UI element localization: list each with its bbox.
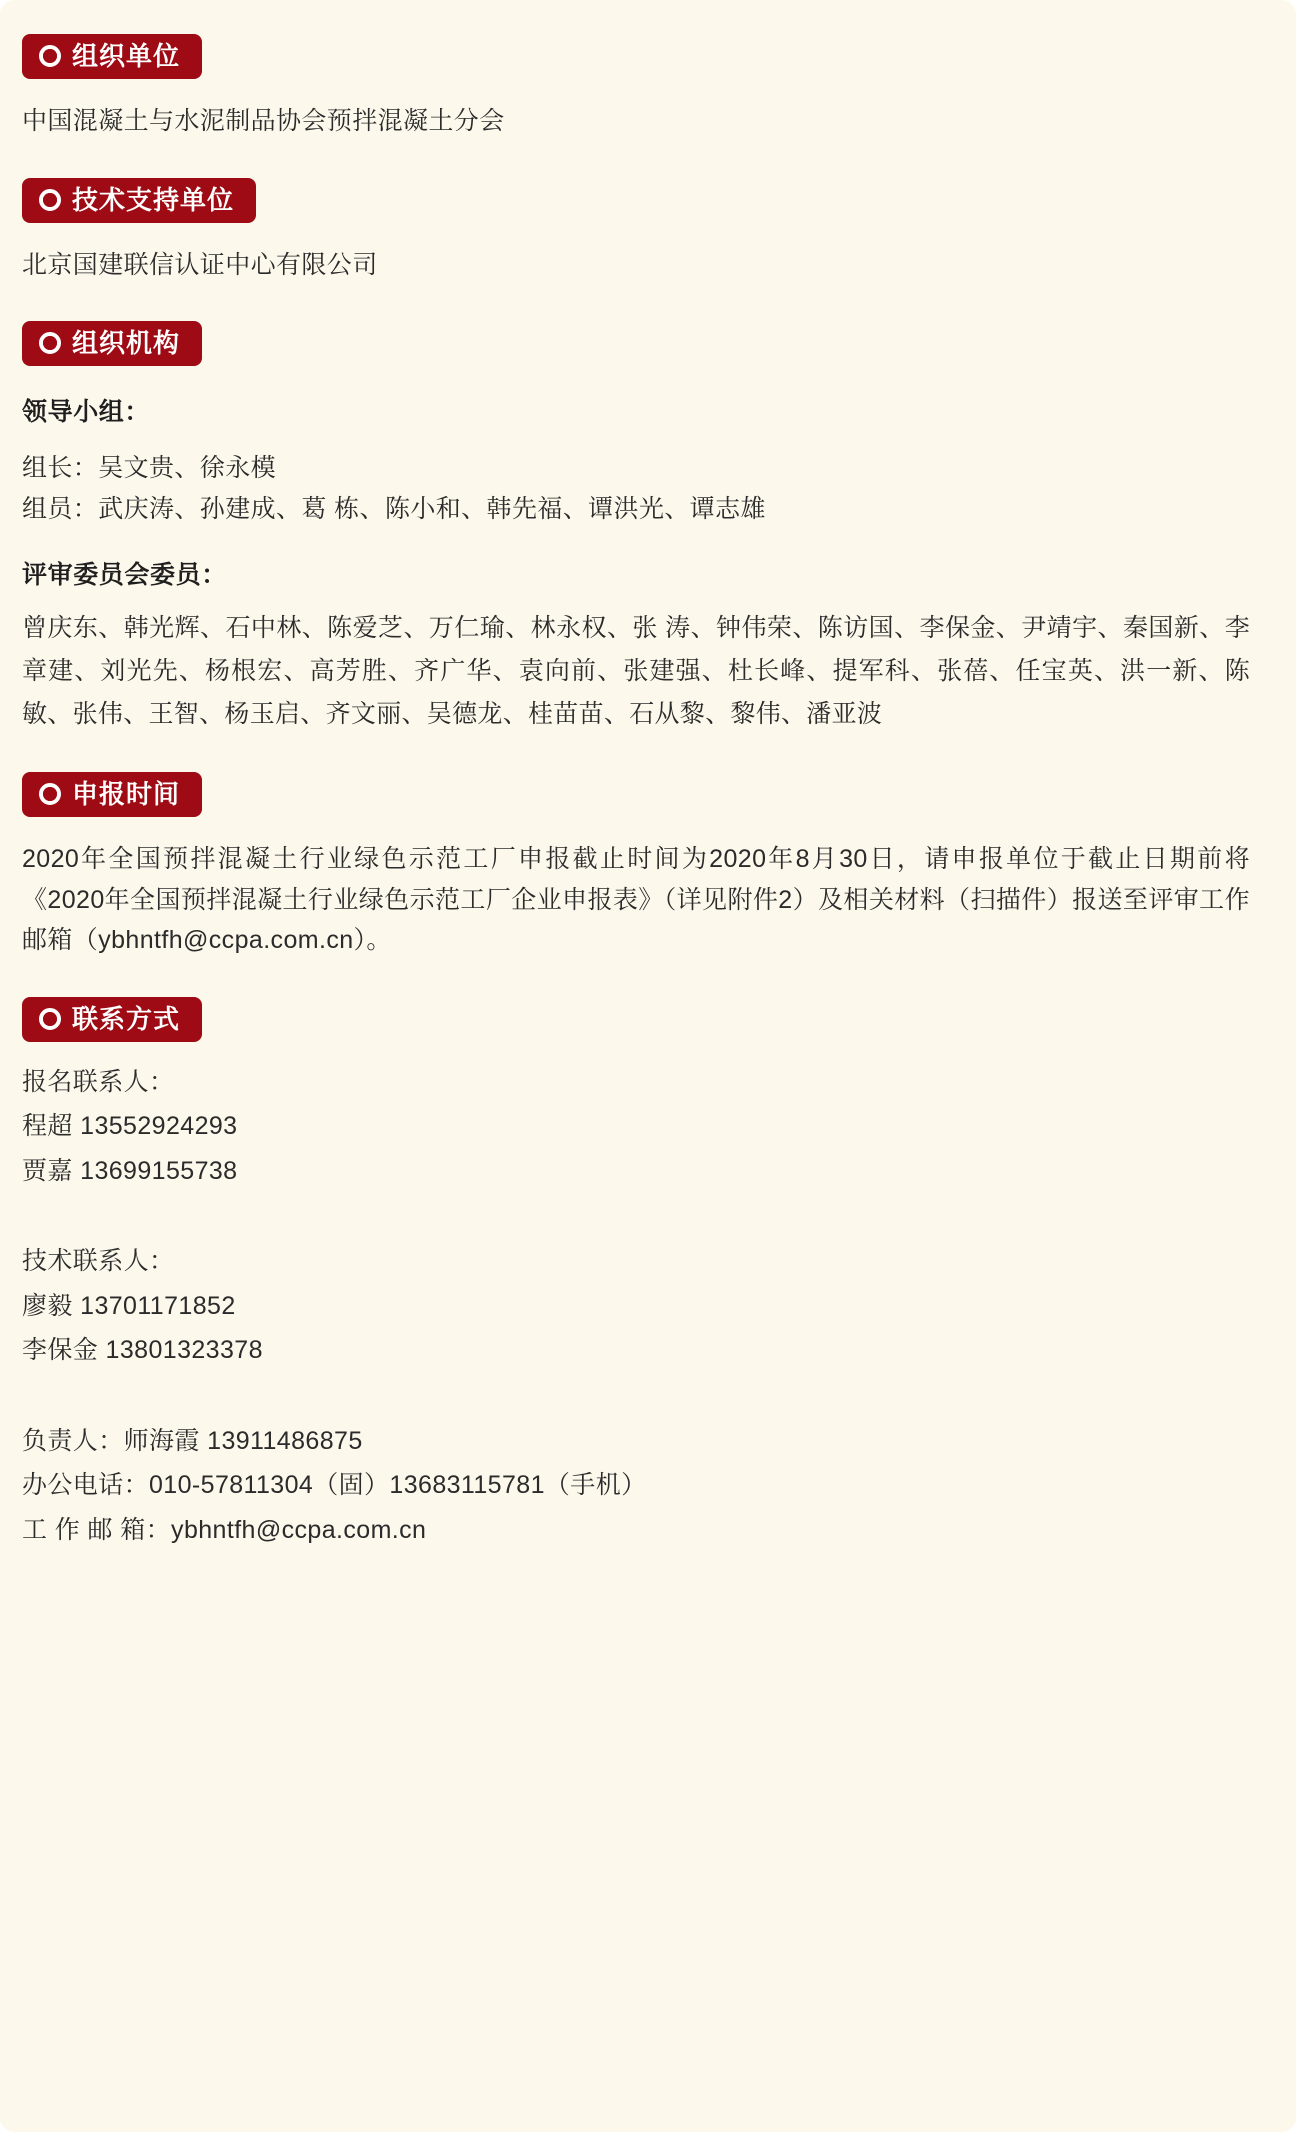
registration-contact-item: 程超 13552924293	[22, 1112, 238, 1140]
organizer-name: 中国混凝土与水泥制品协会预拌混凝土分会	[22, 107, 505, 135]
section-contact	[22, 997, 1250, 1551]
section-heading-organization	[22, 321, 202, 366]
ring-bullet-icon	[39, 45, 61, 67]
section-heading-label: 组织单位	[72, 41, 181, 71]
responsible-contact-group	[22, 1421, 1250, 1551]
registration-contact-item: 贾嘉 13699155738	[22, 1156, 238, 1185]
leader-group-title: 领导小组：	[22, 398, 151, 426]
contact-spacer	[22, 1375, 1250, 1401]
registration-contact-group	[22, 1062, 1250, 1192]
ring-bullet-icon	[39, 783, 61, 805]
tech-contact-group	[22, 1241, 1250, 1371]
tech-contact-title: 技术联系人：	[22, 1247, 175, 1275]
section-heading-contact	[22, 997, 202, 1042]
section-heading-tech-support	[22, 178, 256, 223]
section-organization	[22, 321, 1250, 736]
section-declare-time	[22, 772, 1250, 961]
declare-time-paragraph: 2020年全国预拌混凝土行业绿色示范工厂申报截止时间为2020年8月30日，请申报单位于截止日期前将《2020年全国预拌混凝土行业绿色示范工厂企业申报表》（详见附件2）及相关材料（扫描件）报送至评审工作邮箱（ybhntfh@ccpa.com.cn）。	[22, 845, 1250, 954]
section-heading-organizer	[22, 34, 202, 79]
ring-bullet-icon	[39, 332, 61, 354]
work-email: 工 作 邮 箱：ybhntfh@ccpa.com.cn	[22, 1515, 427, 1544]
tech-contact-item: 廖毅 13701171852	[22, 1291, 236, 1320]
leader-group-members	[22, 448, 1250, 529]
section-organizer	[22, 34, 1250, 142]
ring-bullet-icon	[39, 189, 61, 211]
section-heading-declare-time	[22, 772, 202, 817]
section-heading-label: 联系方式	[72, 1003, 181, 1034]
tech-support-name: 北京国建联信认证中心有限公司	[22, 250, 378, 279]
office-phone: 办公电话：010-57811304（固）13683115781（手机）	[22, 1471, 647, 1499]
leader-line: 组长：吴文贵、徐永模	[22, 454, 277, 482]
leader-line: 组员：武庆涛、孙建成、葛 栋、陈小和、韩先福、谭洪光、谭志雄	[22, 494, 766, 523]
section-heading-label: 技术支持单位	[72, 184, 235, 215]
section-heading-label: 组织机构	[72, 328, 181, 358]
ring-bullet-icon	[39, 1008, 61, 1030]
contact-spacer	[22, 1195, 1250, 1221]
section-heading-label: 申报时间	[72, 779, 181, 809]
committee-title: 评审委员会委员：	[22, 561, 227, 589]
committee-members: 曾庆东、韩光辉、石中林、陈爱芝、万仁瑜、林永权、张 涛、钟伟荣、陈访国、李保金、尹靖宇、秦国新、李章建、刘光先、杨根宏、高芳胜、齐广华、袁向前、张建强、杜长峰、提军科、张蓓、任宝英、洪一新、陈敏、张伟、王智、杨玉启、齐文丽、吴德龙、桂苗苗、石从黎、黎伟、潘亚波	[22, 614, 1250, 728]
section-tech-support	[22, 178, 1250, 286]
registration-contact-title: 报名联系人：	[22, 1067, 175, 1096]
responsible-person: 负责人：师海霞 13911486875	[22, 1426, 363, 1455]
tech-contact-item: 李保金 13801323378	[22, 1336, 263, 1364]
